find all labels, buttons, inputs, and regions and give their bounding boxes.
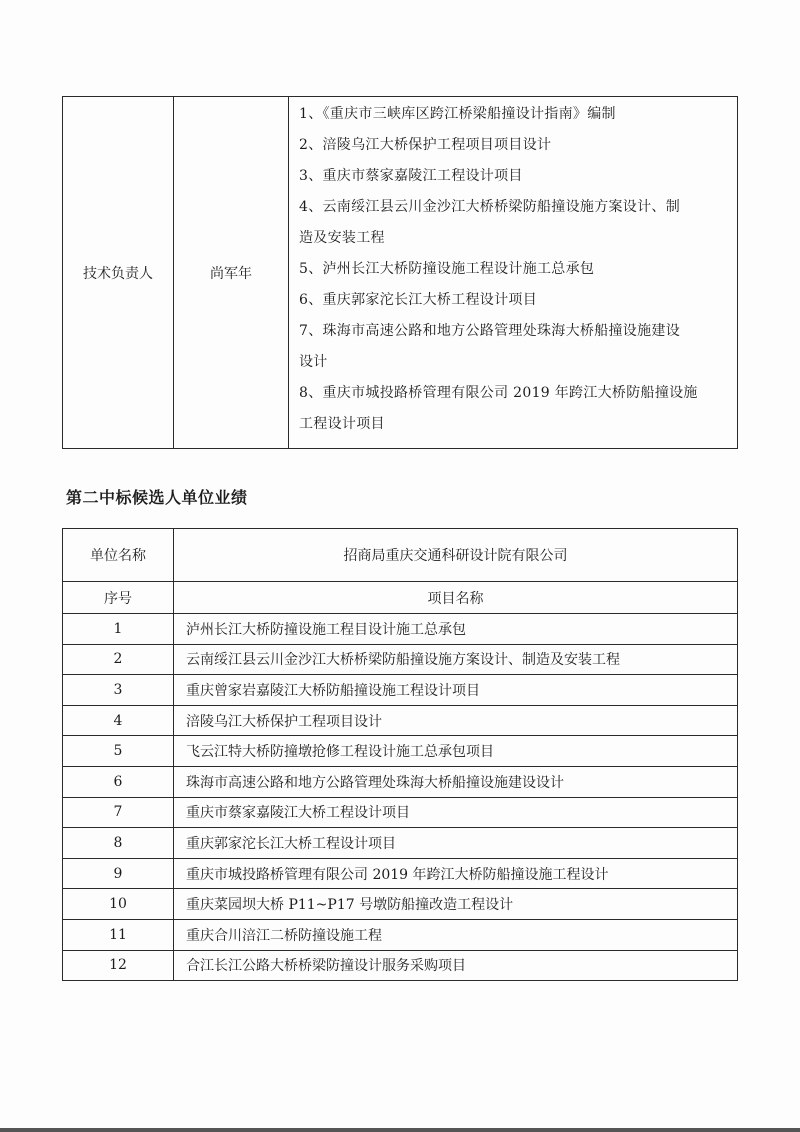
table-row xyxy=(63,889,738,920)
unit-row xyxy=(63,529,738,582)
row-project-name: 涪陵乌江大桥保护工程项目设计 xyxy=(174,705,738,736)
col-header-name: 项目名称 xyxy=(174,582,738,614)
row-project-name: 合江长江公路大桥桥梁防撞设计服务采购项目 xyxy=(174,950,738,981)
row-project-name: 重庆郭家沱长江大桥工程设计项目 xyxy=(174,828,738,859)
row-no: 12 xyxy=(63,950,174,981)
row-project-name: 重庆市蔡家嘉陵江大桥工程设计项目 xyxy=(174,797,738,828)
row-no: 11 xyxy=(63,919,174,950)
row-project-name: 泸州长江大桥防撞设施工程目设计施工总承包 xyxy=(174,614,738,645)
project-list-cell xyxy=(289,97,738,449)
page-bottom-rule xyxy=(0,1128,800,1132)
project-item: 7、珠海市高速公路和地方公路管理处珠海大桥船撞设施建设 设计 xyxy=(299,323,681,370)
project-item: 1、《重庆市三峡库区跨江桥梁船撞设计指南》编制 xyxy=(299,106,616,122)
row-no: 6 xyxy=(63,766,174,797)
table-row xyxy=(63,705,738,736)
table-row xyxy=(63,644,738,675)
row-no: 5 xyxy=(63,736,174,767)
unit-label: 单位名称 xyxy=(63,529,174,582)
row-project-name: 重庆曾家岩嘉陵江大桥防船撞设施工程设计项目 xyxy=(174,675,738,706)
table-row xyxy=(63,919,738,950)
unit-name: 招商局重庆交通科研设计院有限公司 xyxy=(174,529,738,582)
row-project-name: 重庆市城投路桥管理有限公司 2019 年跨江大桥防船撞设施工程设计 xyxy=(174,858,738,889)
project-item: 6、重庆郭家沱长江大桥工程设计项目 xyxy=(299,292,538,308)
table-row xyxy=(63,675,738,706)
table-row xyxy=(63,828,738,859)
row-project-name: 重庆合川涪江二桥防撞设施工程 xyxy=(174,919,738,950)
column-header-row xyxy=(63,582,738,614)
row-no: 10 xyxy=(63,889,174,920)
technical-lead-table xyxy=(62,96,738,449)
table-row xyxy=(63,736,738,767)
row-no: 3 xyxy=(63,675,174,706)
col-header-no: 序号 xyxy=(63,582,174,614)
row-no: 9 xyxy=(63,858,174,889)
row-no: 4 xyxy=(63,705,174,736)
section-heading: 第二中标候选人单位业绩 xyxy=(66,488,248,507)
person-name-cell: 尚军年 xyxy=(174,97,289,449)
row-no: 2 xyxy=(63,644,174,675)
row-no: 8 xyxy=(63,828,174,859)
table-row xyxy=(63,614,738,645)
project-item: 3、重庆市蔡家嘉陵江工程设计项目 xyxy=(299,168,523,184)
table-row xyxy=(63,858,738,889)
project-item-continuation: 造及安装工程 xyxy=(299,230,385,246)
project-item: 8、重庆市城投路桥管理有限公司 2019 年跨江大桥防船撞设施 工程设计项目 xyxy=(299,385,698,432)
role-cell: 技术负责人 xyxy=(63,97,174,449)
row-no: 1 xyxy=(63,614,174,645)
table-row xyxy=(63,950,738,981)
technical-lead-row xyxy=(63,97,738,449)
row-project-name: 珠海市高速公路和地方公路管理处珠海大桥船撞设施建设设计 xyxy=(174,766,738,797)
performance-table xyxy=(62,528,738,981)
table-row xyxy=(63,766,738,797)
project-item: 2、涪陵乌江大桥保护工程项目项目设计 xyxy=(299,137,552,153)
row-project-name: 重庆菜园坝大桥 P11~P17 号墩防船撞改造工程设计 xyxy=(174,889,738,920)
table-row xyxy=(63,797,738,828)
project-item: 4、云南绥江县云川金沙江大桥桥梁防船撞设施方案设计、制 造及安装工程 xyxy=(299,199,681,246)
row-project-name: 云南绥江县云川金沙江大桥桥梁防船撞设施方案设计、制造及安装工程 xyxy=(174,644,738,675)
project-item: 5、泸州长江大桥防撞设施工程设计施工总承包 xyxy=(299,261,595,277)
project-item-continuation: 设计 xyxy=(299,354,328,370)
row-no: 7 xyxy=(63,797,174,828)
row-project-name: 飞云江特大桥防撞墩抢修工程设计施工总承包项目 xyxy=(174,736,738,767)
project-item-continuation: 工程设计项目 xyxy=(299,416,385,432)
